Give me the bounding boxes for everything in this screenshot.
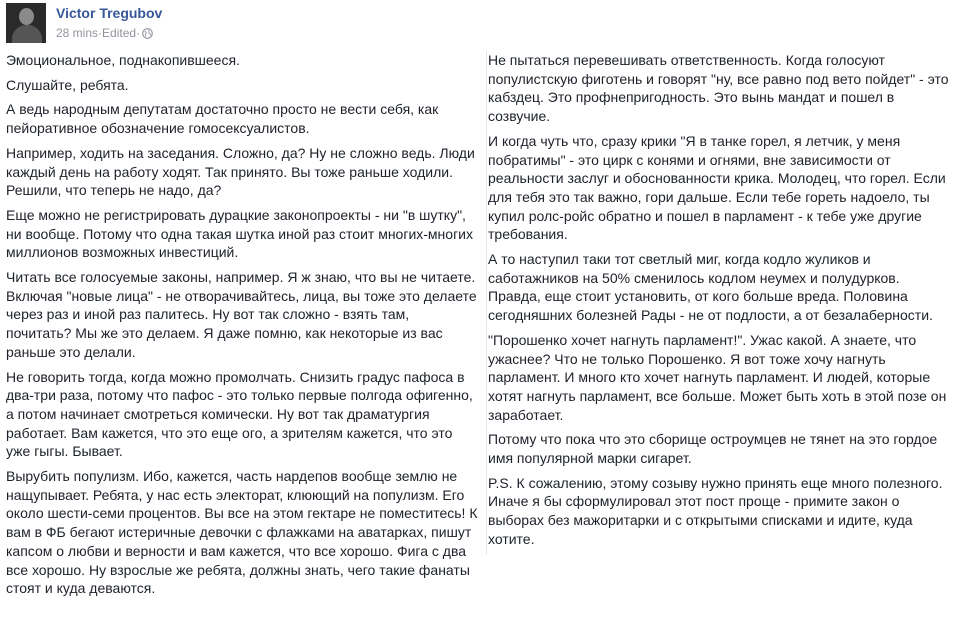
post-text-right-column bbox=[486, 51, 953, 555]
paragraph: Не говорить тогда, когда можно промолчать. Снизить градус пафоса в два-три раза, потому что пафос - это только первые полгода офигенно, а потом начинает смотреться комически. Ну вот так драматургия работает. Вам кажется, что это еще ого, а зрителям кажется, что это уже гыгы. Бывает. bbox=[6, 368, 473, 460]
avatar[interactable] bbox=[6, 3, 46, 43]
author-name[interactable]: Victor Tregubov bbox=[56, 5, 163, 21]
paragraph: И когда чуть что, сразу крики "Я в танке горел, я летчик, у меня побратимы" - это цирк с конями и огнями, вне зависимости от реальности заслуг и обоснованности крика. Молодец, что горел. Если для тебя это так важно, гори дальше. Если тебе гореть надоело, ты купил ролс-ройс обратно и пошел в парламент - к тебе уже другие требования. bbox=[488, 132, 946, 243]
paragraph: А ведь народным депутатам достаточно просто не вести себя, как пейоративное обозначение гомосексуалистов. bbox=[6, 101, 439, 137]
paragraph: Читать все голосуемые законы, например. Я ж знаю, что вы не читаете. Включая "новые лица" - не отворачивайтесь, лица, вы тоже это делаете через раз и иной раз палитесь. Ну вот так сложно - взять там, почитать? Мы же это делаем. Я даже помню, как некоторые из вас раньше это делали. bbox=[6, 269, 477, 360]
post-text-left-column bbox=[6, 51, 478, 604]
paragraph: Потому что пока что это сборище остроумцев не тянет на это гордое имя популярной марки сигарет. bbox=[488, 431, 938, 467]
paragraph: Вырубить популизм. Ибо, кажется, часть нардепов вообще землю не нащупывает. Ребята, у нас есть электорат, клюющий на популизм. Его около шести-семи процентов. Вы все на этом гектаре не поместитесь! К вам в ФБ бегают истеричные девочки с флажками на аватарках, пишут капсом о любви и верности и вам кажется, что все хорошо. Фига с два все хорошо. Ну взрослые же ребята, должны знать, чего такие фанаты стоят и куда деваются. bbox=[6, 468, 478, 597]
post-header bbox=[6, 3, 506, 43]
paragraph: "Порошенко хочет нагнуть парламент!". Ужас какой. А знаете, что ужаснее? Что не только Порошенко. Я вот тоже хочу нагнуть парламент. И много кто хочет нагнуть парламент. И людей, которые хотят нагнуть парламент, все больше. Может быть хоть в этой позе он заработает. bbox=[488, 331, 947, 423]
paragraph: Не пытаться перевешивать ответственность. Когда голосуют популистскую фиготень и говорят "ну, все равно под вето пойдет" - это кабздец. Это профнепригодность. Это вынь мандат и пошел в созвучие. bbox=[488, 52, 949, 125]
paragraph: Например, ходить на заседания. Сложно, да? Ну не сложно ведь. Люди каждый день на работу ходят. Так принято. Вы тоже раньше ходили. Решили, что теперь не надо, да? bbox=[6, 144, 475, 199]
meta-separator: · bbox=[98, 25, 103, 40]
paragraph: P.S. К сожалению, этому созыву нужно принять еще много полезного. Иначе я бы сформулировал этот пост проще - примите закон о выборах без мажоритарки и с открытыми списками и идите, куда хотите. bbox=[488, 474, 943, 547]
meta-separator-2: · bbox=[136, 25, 141, 40]
post-time[interactable]: 28 mins bbox=[56, 25, 99, 40]
paragraph: Еще можно не регистрировать дурацкие законопроекты - ни "в шутку", ни вообще. Потому что одна такая шутка иной раз стоит многих-многих миллионов возможных инвестиций. bbox=[6, 206, 473, 261]
paragraph: А то наступил таки тот светлый миг, когда кодло жуликов и саботажников на 50% сменилось кодлом неумех и полудурков. Правда, еще стоит установить, от кого больше вреда. Половина сегодняшних болезней Рады - не от подлости, а от безалаберности. bbox=[488, 251, 933, 324]
globe-icon[interactable] bbox=[140, 26, 153, 40]
edited-label[interactable]: Edited bbox=[102, 25, 137, 40]
paragraph: Слушайте, ребята. bbox=[6, 76, 129, 93]
paragraph: Эмоциональное, поднакопившееся. bbox=[6, 52, 240, 68]
post-meta bbox=[56, 25, 153, 40]
